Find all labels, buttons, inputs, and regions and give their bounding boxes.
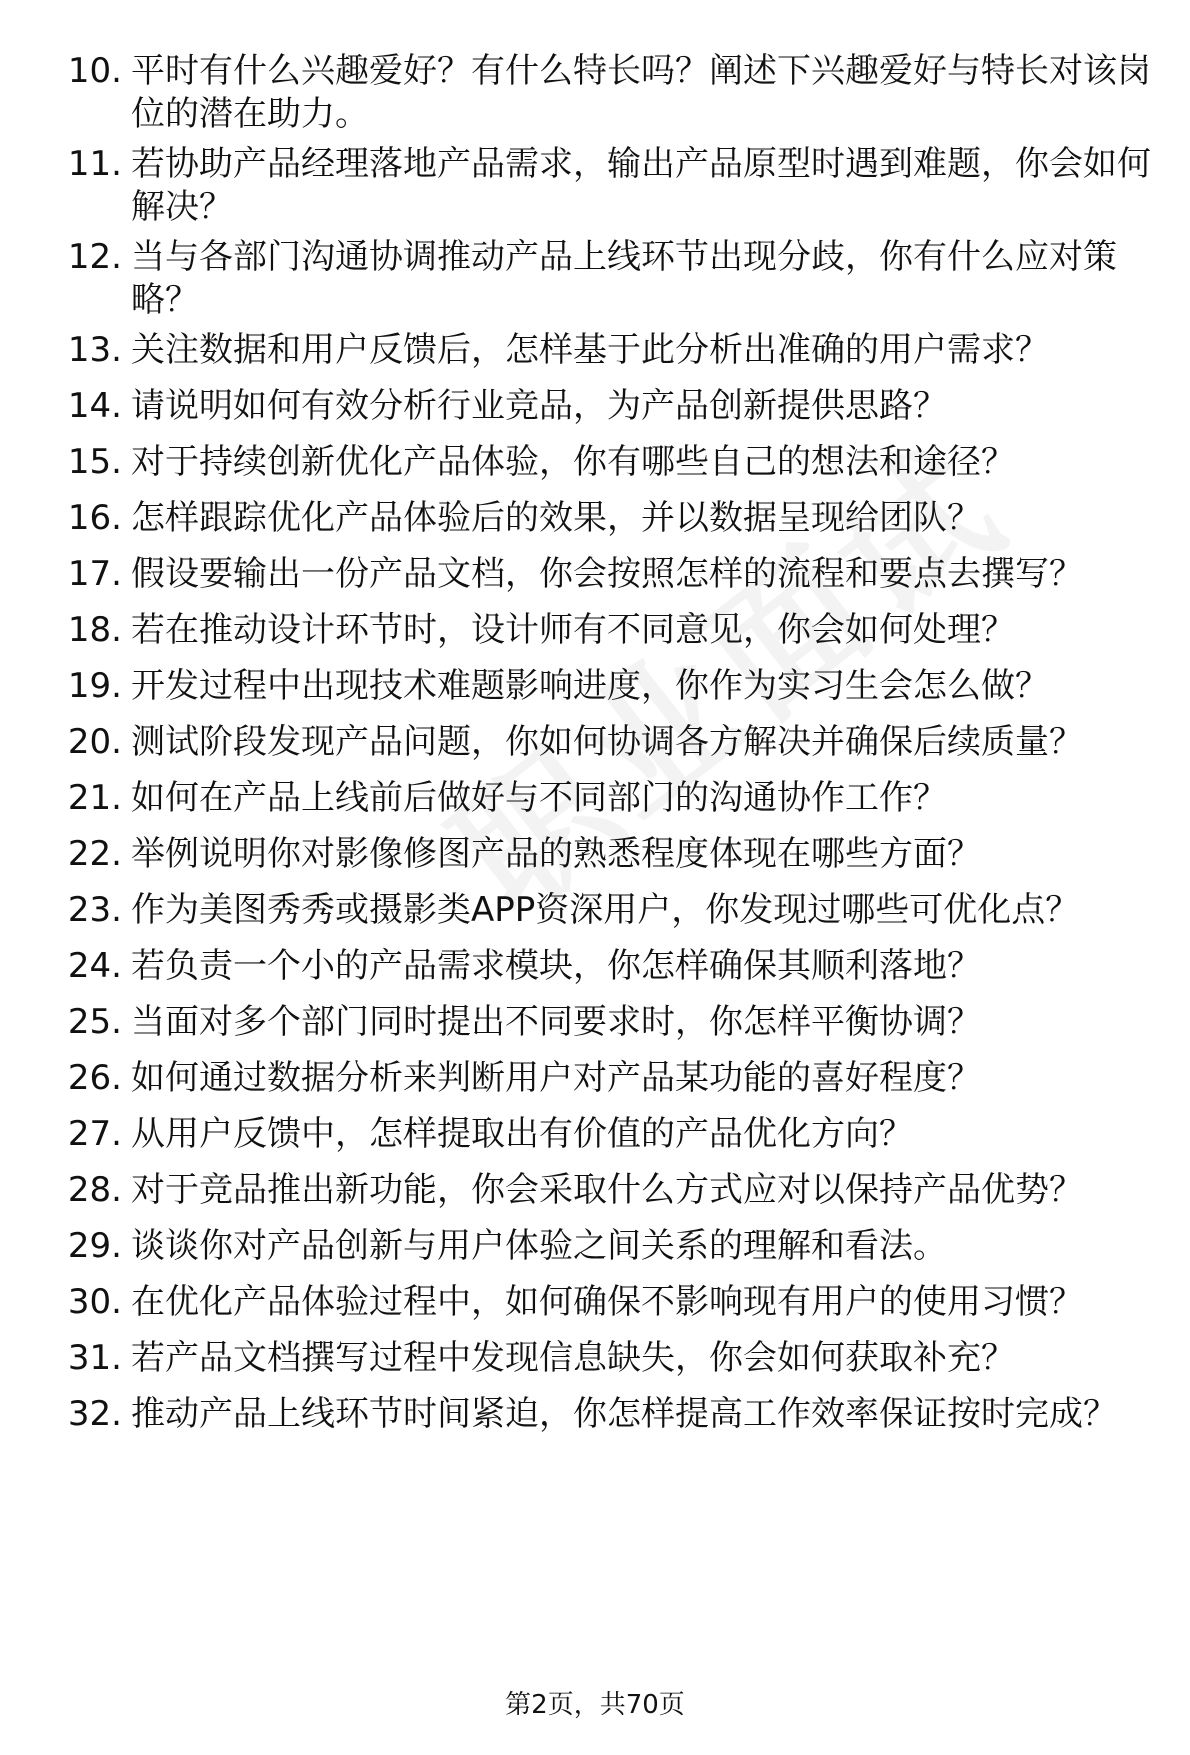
question-number: 17. [67, 554, 122, 594]
question-text: 当与各部门沟通协调推动产品上线环节出现分歧，你有什么应对策略？ [131, 237, 1117, 320]
question-text: 举例说明你对影像修图产品的熟悉程度体现在哪些方面？ [131, 834, 981, 874]
question-text: 平时有什么兴趣爱好？有什么特长吗？阐述下兴趣爱好与特长对该岗位的潜在助力。 [131, 51, 1151, 134]
question-text: 请说明如何有效分析行业竞品，为产品创新提供思路？ [131, 386, 947, 426]
question-text: 怎样跟踪优化产品体验后的效果，并以数据呈现给团队？ [131, 498, 981, 538]
question-number: 22. [67, 834, 122, 874]
question-text: 如何通过数据分析来判断用户对产品某功能的喜好程度？ [131, 1058, 981, 1098]
question-text: 对于竞品推出新功能，你会采取什么方式应对以保持产品优势？ [131, 1170, 1083, 1210]
question-number: 29. [67, 1226, 122, 1266]
question-number: 23. [67, 890, 122, 930]
question-number: 26. [67, 1058, 122, 1098]
question-number: 14. [67, 386, 122, 426]
question-text: 若协助产品经理落地产品需求，输出产品原型时遇到难题，你会如何解决？ [131, 144, 1151, 227]
question-text: 谈谈你对产品创新与用户体验之间关系的理解和看法。 [131, 1226, 947, 1266]
question-number: 13. [67, 330, 122, 370]
question-number: 18. [67, 610, 122, 650]
question-number: 10. [67, 51, 122, 91]
question-number: 21. [67, 778, 122, 818]
question-number: 32. [67, 1394, 122, 1434]
question-text: 若产品文档撰写过程中发现信息缺失，你会如何获取补充？ [131, 1338, 1015, 1378]
question-number: 25. [67, 1002, 122, 1042]
question-number: 31. [67, 1338, 122, 1378]
question-text: 从用户反馈中，怎样提取出有价值的产品优化方向？ [131, 1114, 913, 1154]
question-number: 19. [67, 666, 122, 706]
question-number: 11. [67, 144, 122, 184]
question-text: 推动产品上线环节时间紧迫，你怎样提高工作效率保证按时完成？ [131, 1394, 1117, 1434]
question-text: 在优化产品体验过程中，如何确保不影响现有用户的使用习惯？ [131, 1282, 1083, 1322]
question-number: 12. [67, 237, 122, 277]
question-text: 作为美图秀秀或摄影类APP资深用户，你发现过哪些可优化点？ [131, 890, 1080, 930]
question-number: 24. [67, 946, 122, 986]
question-text: 对于持续创新优化产品体验，你有哪些自己的想法和途径？ [131, 442, 1015, 482]
question-number: 16. [67, 498, 122, 538]
question-text: 如何在产品上线前后做好与不同部门的沟通协作工作？ [131, 778, 947, 818]
question-text: 若在推动设计环节时，设计师有不同意见，你会如何处理？ [131, 610, 1015, 650]
question-text: 关注数据和用户反馈后，怎样基于此分析出准确的用户需求？ [131, 330, 1049, 370]
question-text: 当面对多个部门同时提出不同要求时，你怎样平衡协调？ [131, 1002, 981, 1042]
question-number: 30. [67, 1282, 122, 1322]
question-text: 开发过程中出现技术难题影响进度，你作为实习生会怎么做？ [131, 666, 1049, 706]
question-number: 15. [67, 442, 122, 482]
question-number: 27. [67, 1114, 122, 1154]
question-number: 28. [67, 1170, 122, 1210]
question-number: 20. [67, 722, 122, 762]
page-footer: 第2页，共70页 [505, 1690, 685, 1720]
question-text: 测试阶段发现产品问题，你如何协调各方解决并确保后续质量？ [131, 722, 1083, 762]
question-text: 若负责一个小的产品需求模块，你怎样确保其顺利落地？ [131, 946, 981, 986]
question-text: 假设要输出一份产品文档，你会按照怎样的流程和要点去撰写？ [131, 554, 1083, 594]
